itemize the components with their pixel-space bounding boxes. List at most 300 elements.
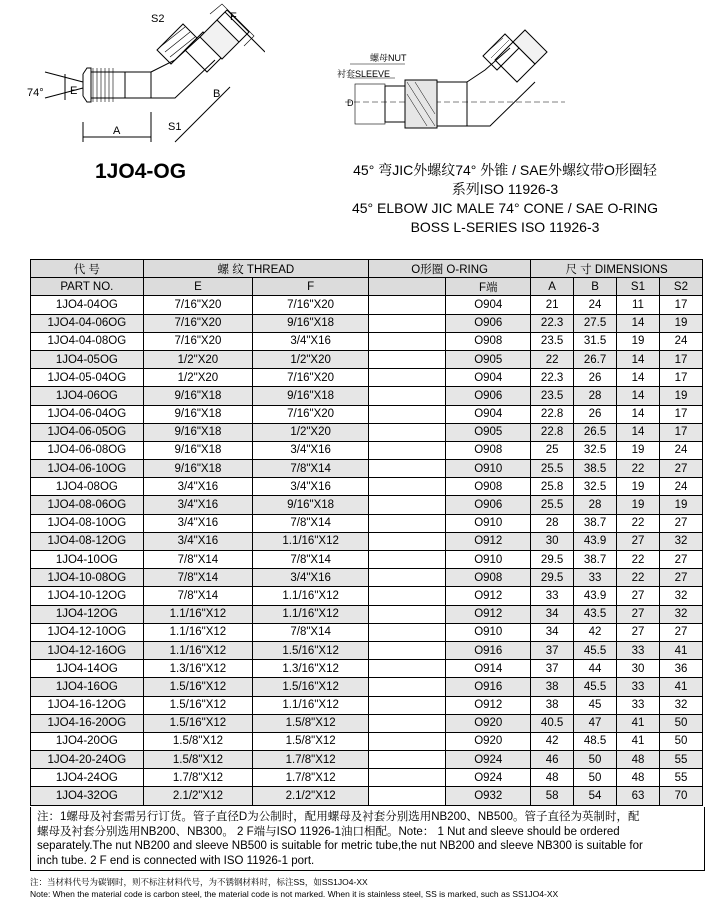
thread-f-cell: 7/16"X20 xyxy=(253,369,369,387)
dim-s2-cell: 27 xyxy=(659,460,702,478)
footnote-cn: 注：当材料代号为碳钢时，则不标注材料代号，为不锈钢材料时，标注SS，如SS1JO4-XX xyxy=(30,877,368,887)
dim-b-cell: 31.5 xyxy=(574,332,617,350)
dim-s1-cell: 14 xyxy=(617,350,660,368)
table-row xyxy=(31,787,703,805)
dim-b-cell: 50 xyxy=(574,751,617,769)
dim-s1-cell: 27 xyxy=(617,623,660,641)
notes-box xyxy=(30,807,705,871)
f-end-cell: O905 xyxy=(446,423,531,441)
oring-blank-cell xyxy=(369,732,446,750)
dim-s1-cell: 14 xyxy=(617,387,660,405)
part-no-cell: 1JO4-12-10OG xyxy=(31,623,144,641)
thread-e-cell: 1.1/16"X12 xyxy=(143,641,252,659)
thread-f-cell: 3/4"X16 xyxy=(253,332,369,350)
thread-e-cell: 7/8"X14 xyxy=(143,587,252,605)
part-no-cell: 1JO4-24OG xyxy=(31,769,144,787)
table-row xyxy=(31,496,703,514)
header-thread: 螺 纹 THREAD xyxy=(143,260,368,278)
dim-s2-cell: 27 xyxy=(659,623,702,641)
table-row xyxy=(31,405,703,423)
thread-f-cell: 1.1/16"X12 xyxy=(253,587,369,605)
f-end-cell: O912 xyxy=(446,605,531,623)
dim-b-cell: 43.5 xyxy=(574,605,617,623)
thread-f-cell: 7/16"X20 xyxy=(253,296,369,314)
note-line-4: inch tube. 2 F end is connected with ISO 11926-1 port. xyxy=(37,854,315,867)
dim-s1-cell: 22 xyxy=(617,551,660,569)
thread-e-cell: 1.5/16"X12 xyxy=(143,696,252,714)
table-row xyxy=(31,569,703,587)
dim-b-cell: 24 xyxy=(574,296,617,314)
part-no-cell: 1JO4-20OG xyxy=(31,732,144,750)
dim-s2-cell: 27 xyxy=(659,514,702,532)
dim-a-cell: 48 xyxy=(531,769,574,787)
title-line-en-2: BOSS L-SERIES ISO 11926-3 xyxy=(410,219,600,235)
thread-f-cell: 1.1/16"X12 xyxy=(253,696,369,714)
f-end-cell: O905 xyxy=(446,350,531,368)
label-nut: 螺母NUT xyxy=(370,53,407,63)
thread-f-cell: 9/16"X18 xyxy=(253,496,369,514)
dim-s2-cell: 19 xyxy=(659,387,702,405)
thread-f-cell: 1.1/16"X12 xyxy=(253,605,369,623)
part-no-cell: 1JO4-16-12OG xyxy=(31,696,144,714)
dim-a-cell: 34 xyxy=(531,605,574,623)
table-row xyxy=(31,696,703,714)
dim-s2-cell: 55 xyxy=(659,751,702,769)
dim-a-cell: 33 xyxy=(531,587,574,605)
dim-s2-cell: 36 xyxy=(659,660,702,678)
part-no-cell: 1JO4-10-12OG xyxy=(31,587,144,605)
oring-blank-cell xyxy=(369,441,446,459)
thread-f-cell: 1.7/8"X12 xyxy=(253,751,369,769)
dim-s1-cell: 14 xyxy=(617,423,660,441)
dim-s2-cell: 24 xyxy=(659,478,702,496)
dim-b-cell: 26 xyxy=(574,405,617,423)
f-end-cell: O916 xyxy=(446,641,531,659)
oring-blank-cell xyxy=(369,587,446,605)
dim-a-cell: 22.3 xyxy=(531,369,574,387)
part-no-cell: 1JO4-32OG xyxy=(31,787,144,805)
part-no-cell: 1JO4-04-06OG xyxy=(31,314,144,332)
note-line-1: 注：1螺母及衬套需另行订货。管子直径D为公制时，配用螺母及衬套分别选用NB200、NB500。管子直径为英制时，配 xyxy=(37,811,640,823)
f-end-cell: O932 xyxy=(446,787,531,805)
dim-a-cell: 25 xyxy=(531,441,574,459)
part-no-cell: 1JO4-06-04OG xyxy=(31,405,144,423)
dim-b-cell: 42 xyxy=(574,623,617,641)
thread-f-cell: 7/8"X14 xyxy=(253,623,369,641)
dim-s2-cell: 17 xyxy=(659,423,702,441)
oring-blank-cell xyxy=(369,696,446,714)
f-end-cell: O910 xyxy=(446,551,531,569)
header-f-end: F端 xyxy=(446,278,531,296)
f-end-cell: O912 xyxy=(446,587,531,605)
f-end-cell: O924 xyxy=(446,769,531,787)
dim-a-cell: 25.8 xyxy=(531,478,574,496)
thread-f-cell: 1.3/16"X12 xyxy=(253,660,369,678)
part-no-cell: 1JO4-20-24OG xyxy=(31,751,144,769)
oring-blank-cell xyxy=(369,496,446,514)
oring-blank-cell xyxy=(369,514,446,532)
dim-s2-cell: 32 xyxy=(659,587,702,605)
label-b: B xyxy=(213,88,221,100)
f-end-cell: O914 xyxy=(446,660,531,678)
table-row xyxy=(31,423,703,441)
dim-s2-cell: 24 xyxy=(659,441,702,459)
thread-f-cell: 1.5/16"X12 xyxy=(253,641,369,659)
table-row xyxy=(31,387,703,405)
table-row xyxy=(31,514,703,532)
thread-e-cell: 7/16"X20 xyxy=(143,332,252,350)
oring-blank-cell xyxy=(369,387,446,405)
dim-s1-cell: 41 xyxy=(617,714,660,732)
header-b: B xyxy=(574,278,617,296)
part-no-cell: 1JO4-10OG xyxy=(31,551,144,569)
note-line-2: 螺母及衬套分别选用NB200、NB300。 2 F端与ISO 11926-1油口相配。Note： 1 Nut and sleeve should be ordered xyxy=(37,825,620,838)
dim-s2-cell: 41 xyxy=(659,641,702,659)
part-no-cell: 1JO4-10-08OG xyxy=(31,569,144,587)
dim-s1-cell: 22 xyxy=(617,569,660,587)
oring-blank-cell xyxy=(369,605,446,623)
part-no-cell: 1JO4-06-05OG xyxy=(31,423,144,441)
dim-a-cell: 28 xyxy=(531,514,574,532)
part-no-cell: 1JO4-04OG xyxy=(31,296,144,314)
thread-e-cell: 7/8"X14 xyxy=(143,569,252,587)
dim-a-cell: 38 xyxy=(531,696,574,714)
oring-blank-cell xyxy=(369,460,446,478)
header-code: 代 号 xyxy=(31,260,144,278)
oring-blank-cell xyxy=(369,423,446,441)
dim-b-cell: 32.5 xyxy=(574,441,617,459)
table-row xyxy=(31,605,703,623)
table-row xyxy=(31,532,703,550)
dim-s1-cell: 41 xyxy=(617,732,660,750)
f-end-cell: O920 xyxy=(446,714,531,732)
dim-a-cell: 23.5 xyxy=(531,332,574,350)
thread-f-cell: 1.5/8"X12 xyxy=(253,732,369,750)
thread-e-cell: 7/16"X20 xyxy=(143,296,252,314)
part-no-cell: 1JO4-14OG xyxy=(31,660,144,678)
thread-e-cell: 9/16"X18 xyxy=(143,423,252,441)
thread-e-cell: 1.1/16"X12 xyxy=(143,623,252,641)
dim-s2-cell: 17 xyxy=(659,350,702,368)
oring-blank-cell xyxy=(369,369,446,387)
thread-e-cell: 1.5/8"X12 xyxy=(143,732,252,750)
oring-blank-cell xyxy=(369,769,446,787)
dim-a-cell: 23.5 xyxy=(531,387,574,405)
dim-s1-cell: 30 xyxy=(617,660,660,678)
part-no-cell: 1JO4-04-08OG xyxy=(31,332,144,350)
table-row xyxy=(31,660,703,678)
dim-s1-cell: 27 xyxy=(617,605,660,623)
f-end-cell: O904 xyxy=(446,405,531,423)
table-row xyxy=(31,751,703,769)
part-no-cell: 1JO4-06OG xyxy=(31,387,144,405)
dim-b-cell: 47 xyxy=(574,714,617,732)
dim-s2-cell: 24 xyxy=(659,332,702,350)
dim-s2-cell: 70 xyxy=(659,787,702,805)
thread-e-cell: 1/2"X20 xyxy=(143,350,252,368)
header-oring-blank xyxy=(369,278,446,296)
dim-s2-cell: 50 xyxy=(659,714,702,732)
thread-e-cell: 7/8"X14 xyxy=(143,551,252,569)
thread-f-cell: 1.1/16"X12 xyxy=(253,532,369,550)
f-end-cell: O920 xyxy=(446,732,531,750)
header-a: A xyxy=(531,278,574,296)
dim-b-cell: 48.5 xyxy=(574,732,617,750)
dim-b-cell: 45.5 xyxy=(574,641,617,659)
thread-f-cell: 9/16"X18 xyxy=(253,314,369,332)
dim-b-cell: 38.7 xyxy=(574,551,617,569)
label-s2: S2 xyxy=(151,13,165,25)
thread-e-cell: 3/4"X16 xyxy=(143,496,252,514)
table-row xyxy=(31,623,703,641)
dim-b-cell: 50 xyxy=(574,769,617,787)
product-code: 1JO4-OG xyxy=(95,160,187,183)
part-no-cell: 1JO4-05OG xyxy=(31,350,144,368)
dim-s1-cell: 14 xyxy=(617,405,660,423)
dim-b-cell: 28 xyxy=(574,496,617,514)
label-s1: S1 xyxy=(168,121,182,133)
dim-a-cell: 42 xyxy=(531,732,574,750)
header-oring: O形圈 O-RING xyxy=(369,260,531,278)
oring-blank-cell xyxy=(369,623,446,641)
table-row xyxy=(31,369,703,387)
dim-s2-cell: 19 xyxy=(659,496,702,514)
part-no-cell: 1JO4-06-10OG xyxy=(31,460,144,478)
note-line-3: separately.The nut NB200 and sleeve NB500 is suitable for metric tube,the nut NB200 and sleeve NB300 is suitable for xyxy=(37,840,643,852)
header-e: E xyxy=(143,278,252,296)
dim-b-cell: 26 xyxy=(574,369,617,387)
thread-f-cell: 7/8"X14 xyxy=(253,514,369,532)
thread-e-cell: 1.3/16"X12 xyxy=(143,660,252,678)
table-row xyxy=(31,332,703,350)
dim-s2-cell: 41 xyxy=(659,678,702,696)
dim-s2-cell: 17 xyxy=(659,296,702,314)
f-end-cell: O910 xyxy=(446,623,531,641)
oring-blank-cell xyxy=(369,714,446,732)
table-row xyxy=(31,587,703,605)
dim-b-cell: 26.7 xyxy=(574,350,617,368)
dim-s2-cell: 19 xyxy=(659,314,702,332)
dim-s2-cell: 55 xyxy=(659,769,702,787)
f-end-cell: O906 xyxy=(446,387,531,405)
part-no-cell: 1JO4-16-20OG xyxy=(31,714,144,732)
dim-b-cell: 38.5 xyxy=(574,460,617,478)
dim-b-cell: 45.5 xyxy=(574,678,617,696)
title-line-cn-2: 系列ISO 11926-3 xyxy=(451,181,559,197)
thread-f-cell: 1.5/8"X12 xyxy=(253,714,369,732)
thread-e-cell: 1.5/16"X12 xyxy=(143,678,252,696)
dim-b-cell: 28 xyxy=(574,387,617,405)
dim-b-cell: 54 xyxy=(574,787,617,805)
dim-a-cell: 22.3 xyxy=(531,314,574,332)
header-part-no: PART NO. xyxy=(31,278,144,296)
dim-b-cell: 32.5 xyxy=(574,478,617,496)
label-f: F xyxy=(230,11,237,23)
table-row xyxy=(31,551,703,569)
thread-f-cell: 1/2"X20 xyxy=(253,350,369,368)
table-row xyxy=(31,769,703,787)
dim-s2-cell: 17 xyxy=(659,369,702,387)
dim-s2-cell: 27 xyxy=(659,551,702,569)
thread-e-cell: 3/4"X16 xyxy=(143,478,252,496)
thread-e-cell: 3/4"X16 xyxy=(143,514,252,532)
dim-b-cell: 38.7 xyxy=(574,514,617,532)
table-row xyxy=(31,441,703,459)
oring-blank-cell xyxy=(369,478,446,496)
thread-f-cell: 1/2"X20 xyxy=(253,423,369,441)
fitting-dimension-drawing xyxy=(25,2,265,152)
oring-blank-cell xyxy=(369,678,446,696)
oring-blank-cell xyxy=(369,532,446,550)
oring-blank-cell xyxy=(369,551,446,569)
f-end-cell: O906 xyxy=(446,314,531,332)
label-sleeve: 衬套SLEEVE xyxy=(337,69,391,79)
table-row xyxy=(31,460,703,478)
dim-a-cell: 29.5 xyxy=(531,569,574,587)
dim-b-cell: 33 xyxy=(574,569,617,587)
part-no-cell: 1JO4-08-06OG xyxy=(31,496,144,514)
dim-s1-cell: 14 xyxy=(617,369,660,387)
dim-s2-cell: 32 xyxy=(659,696,702,714)
dim-s1-cell: 14 xyxy=(617,314,660,332)
table-row xyxy=(31,641,703,659)
dim-a-cell: 22.8 xyxy=(531,423,574,441)
dim-a-cell: 22.8 xyxy=(531,405,574,423)
oring-blank-cell xyxy=(369,332,446,350)
label-a: A xyxy=(113,125,121,137)
f-end-cell: O908 xyxy=(446,478,531,496)
dim-a-cell: 58 xyxy=(531,787,574,805)
dim-s1-cell: 22 xyxy=(617,514,660,532)
dimensions-table xyxy=(30,259,703,806)
dim-b-cell: 27.5 xyxy=(574,314,617,332)
dim-a-cell: 21 xyxy=(531,296,574,314)
header-s1: S1 xyxy=(617,278,660,296)
oring-blank-cell xyxy=(369,350,446,368)
thread-e-cell: 9/16"X18 xyxy=(143,460,252,478)
dim-b-cell: 44 xyxy=(574,660,617,678)
dim-a-cell: 37 xyxy=(531,641,574,659)
thread-e-cell: 7/16"X20 xyxy=(143,314,252,332)
f-end-cell: O910 xyxy=(446,514,531,532)
table-row xyxy=(31,678,703,696)
label-d: D xyxy=(347,98,354,108)
dim-s2-cell: 32 xyxy=(659,605,702,623)
thread-f-cell: 2.1/2"X12 xyxy=(253,787,369,805)
part-no-cell: 1JO4-12-16OG xyxy=(31,641,144,659)
oring-blank-cell xyxy=(369,569,446,587)
thread-f-cell: 1.7/8"X12 xyxy=(253,769,369,787)
dim-b-cell: 26.5 xyxy=(574,423,617,441)
oring-blank-cell xyxy=(369,660,446,678)
thread-f-cell: 3/4"X16 xyxy=(253,441,369,459)
thread-e-cell: 9/16"X18 xyxy=(143,405,252,423)
thread-e-cell: 9/16"X18 xyxy=(143,387,252,405)
thread-f-cell: 7/8"X14 xyxy=(253,551,369,569)
part-no-cell: 1JO4-08OG xyxy=(31,478,144,496)
dim-a-cell: 38 xyxy=(531,678,574,696)
f-end-cell: O910 xyxy=(446,460,531,478)
dim-s1-cell: 19 xyxy=(617,332,660,350)
table-body xyxy=(31,296,703,805)
dim-a-cell: 29.5 xyxy=(531,551,574,569)
dim-s1-cell: 48 xyxy=(617,769,660,787)
part-no-cell: 1JO4-05-04OG xyxy=(31,369,144,387)
dim-s1-cell: 33 xyxy=(617,641,660,659)
table-row xyxy=(31,478,703,496)
dim-a-cell: 25.5 xyxy=(531,496,574,514)
dim-a-cell: 40.5 xyxy=(531,714,574,732)
f-end-cell: O924 xyxy=(446,751,531,769)
thread-e-cell: 9/16"X18 xyxy=(143,441,252,459)
dim-a-cell: 34 xyxy=(531,623,574,641)
dim-s1-cell: 27 xyxy=(617,532,660,550)
table-row xyxy=(31,296,703,314)
f-end-cell: O912 xyxy=(446,532,531,550)
thread-f-cell: 3/4"X16 xyxy=(253,569,369,587)
dim-s2-cell: 32 xyxy=(659,532,702,550)
dim-b-cell: 43.9 xyxy=(574,532,617,550)
thread-f-cell: 7/8"X14 xyxy=(253,460,369,478)
part-no-cell: 1JO4-08-10OG xyxy=(31,514,144,532)
label-e: E xyxy=(70,85,78,97)
dim-s2-cell: 17 xyxy=(659,405,702,423)
part-no-cell: 1JO4-08-12OG xyxy=(31,532,144,550)
dim-s2-cell: 50 xyxy=(659,732,702,750)
f-end-cell: O908 xyxy=(446,441,531,459)
f-end-cell: O904 xyxy=(446,296,531,314)
dim-a-cell: 30 xyxy=(531,532,574,550)
footnote-en: Note: When the material code is carbon steel, the material code is not marked. When it is stainless steel, SS is marked, such as SS1JO4-XX xyxy=(30,889,559,899)
f-end-cell: O906 xyxy=(446,496,531,514)
f-end-cell: O904 xyxy=(446,369,531,387)
thread-f-cell: 7/16"X20 xyxy=(253,405,369,423)
thread-e-cell: 1/2"X20 xyxy=(143,369,252,387)
title-line-cn-1: 45° 弯JIC外螺纹74° 外锥 / SAE外螺纹带O形圈轻 xyxy=(353,162,657,178)
table-row xyxy=(31,714,703,732)
dim-s1-cell: 63 xyxy=(617,787,660,805)
assembly-drawing xyxy=(335,20,565,145)
dim-s1-cell: 19 xyxy=(617,441,660,459)
thread-f-cell: 9/16"X18 xyxy=(253,387,369,405)
part-no-cell: 1JO4-12OG xyxy=(31,605,144,623)
table-row xyxy=(31,350,703,368)
oring-blank-cell xyxy=(369,405,446,423)
dim-s1-cell: 19 xyxy=(617,478,660,496)
dim-b-cell: 43.9 xyxy=(574,587,617,605)
oring-blank-cell xyxy=(369,314,446,332)
oring-blank-cell xyxy=(369,641,446,659)
thread-e-cell: 3/4"X16 xyxy=(143,532,252,550)
thread-e-cell: 1.5/8"X12 xyxy=(143,751,252,769)
thread-e-cell: 1.5/16"X12 xyxy=(143,714,252,732)
oring-blank-cell xyxy=(369,787,446,805)
f-end-cell: O916 xyxy=(446,678,531,696)
thread-e-cell: 1.7/8"X12 xyxy=(143,769,252,787)
thread-e-cell: 2.1/2"X12 xyxy=(143,787,252,805)
dim-s1-cell: 11 xyxy=(617,296,660,314)
dim-a-cell: 37 xyxy=(531,660,574,678)
dim-s1-cell: 19 xyxy=(617,496,660,514)
table-row xyxy=(31,314,703,332)
thread-e-cell: 1.1/16"X12 xyxy=(143,605,252,623)
part-no-cell: 1JO4-16OG xyxy=(31,678,144,696)
dim-s1-cell: 33 xyxy=(617,678,660,696)
header-f: F xyxy=(253,278,369,296)
dim-s1-cell: 33 xyxy=(617,696,660,714)
oring-blank-cell xyxy=(369,296,446,314)
dim-s1-cell: 22 xyxy=(617,460,660,478)
